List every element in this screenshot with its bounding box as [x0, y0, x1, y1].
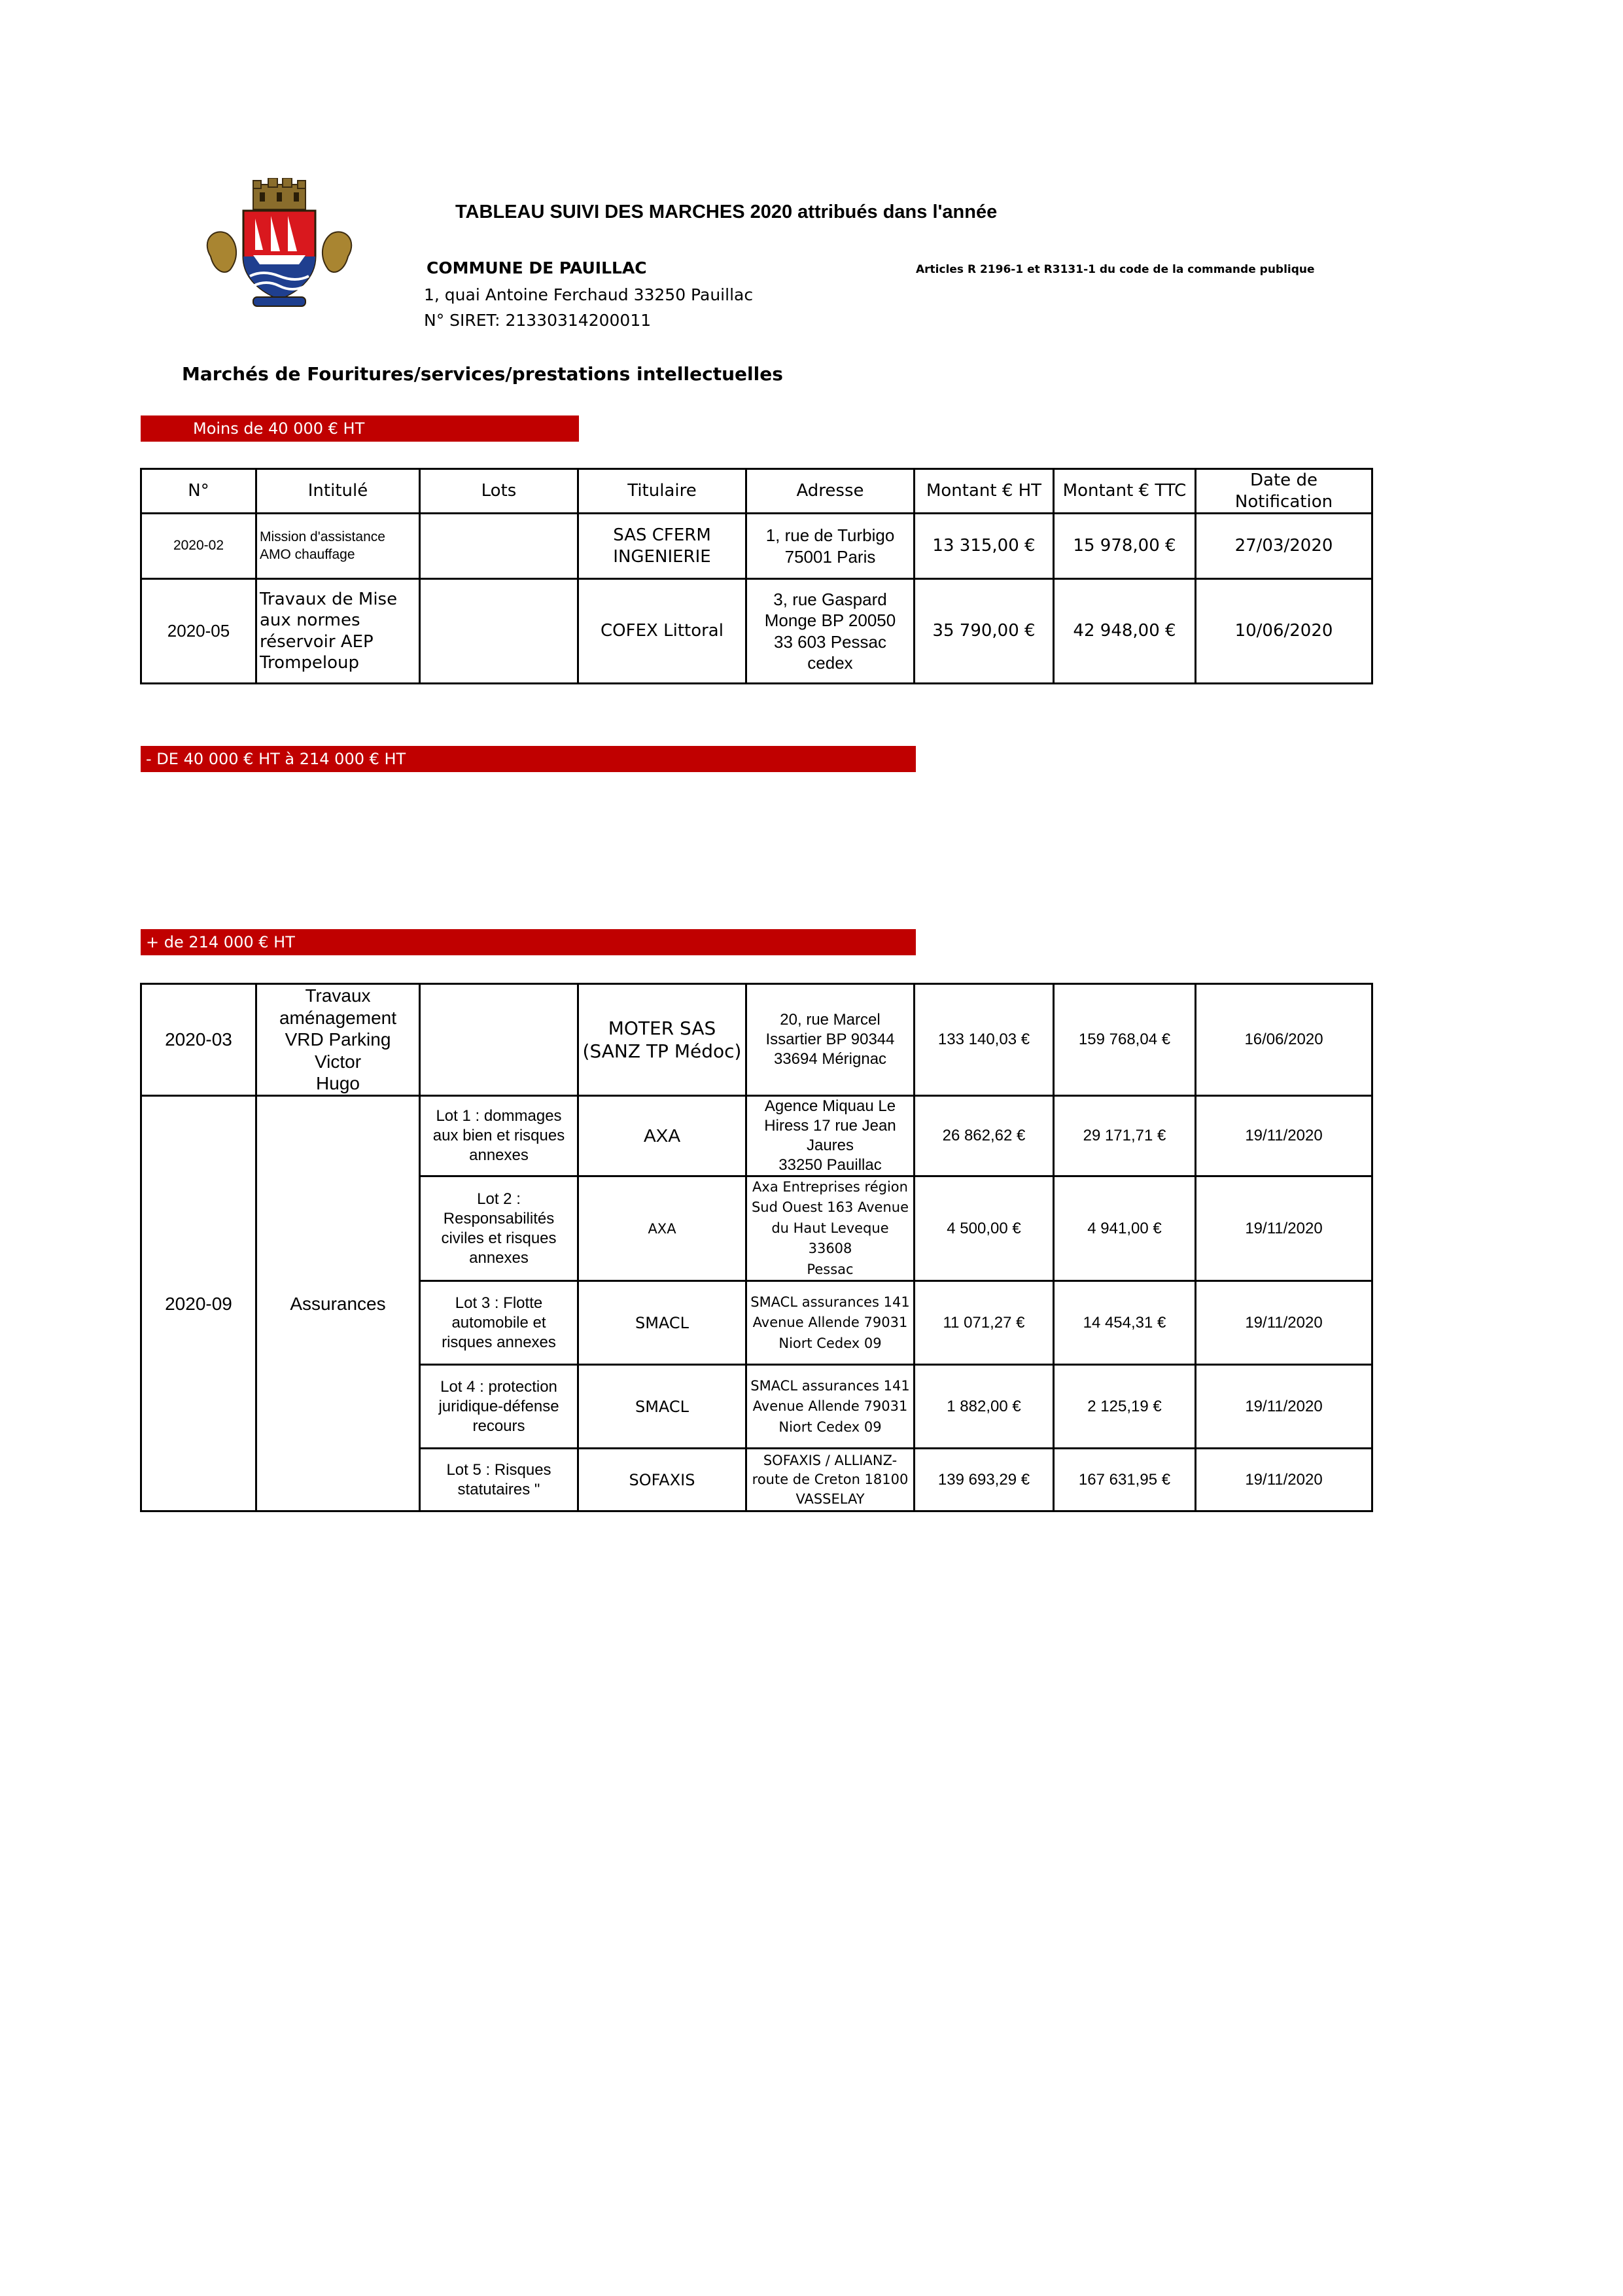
- lot-line: aux bien et risques: [432, 1126, 565, 1144]
- lot-montant-ttc: 4 941,00 €: [1054, 1176, 1196, 1281]
- adresse-line: 33250 Pauillac: [778, 1156, 882, 1174]
- intitule-line: Travaux: [305, 985, 371, 1006]
- intitule-line: Hugo: [316, 1073, 360, 1094]
- lot-titulaire: AXA: [578, 1095, 746, 1176]
- lot-montant-ttc: 2 125,19 €: [1054, 1365, 1196, 1449]
- lot-titulaire: AXA: [578, 1176, 746, 1281]
- lot-montant-ht: 1 882,00 €: [915, 1365, 1054, 1449]
- intitule-line: aménagement: [279, 1007, 396, 1028]
- row-titulaire: [578, 984, 746, 1096]
- lot-adresse: [746, 1365, 915, 1449]
- intitule-line: Travaux de Mise: [260, 589, 398, 609]
- adresse-line: Monge BP 20050: [764, 610, 896, 630]
- markets-table-under-40k: [140, 468, 1373, 684]
- row-num: 2020-02: [141, 514, 256, 579]
- pauillac-coat-of-arms-icon: [198, 178, 361, 309]
- table-row: [141, 1095, 1372, 1176]
- adresse-line: Hiress 17 rue Jean: [764, 1116, 896, 1135]
- lot-titulaire: SMACL: [578, 1365, 746, 1449]
- row-lots: [420, 514, 578, 579]
- adresse-line: 75001 Paris: [784, 546, 876, 567]
- table-header-row: [141, 469, 1372, 514]
- adresse-line: du Haut Leveque 33608: [771, 1220, 889, 1257]
- adresse-line: 3, rue Gaspard: [773, 589, 887, 609]
- lot-line: annexes: [469, 1146, 529, 1164]
- row-date: 27/03/2020: [1196, 514, 1372, 579]
- row-date: 10/06/2020: [1196, 579, 1372, 684]
- commune-name: COMMUNE DE PAUILLAC: [427, 258, 647, 277]
- row-intitule: [256, 579, 420, 684]
- header-intitule: Intitulé: [256, 469, 420, 514]
- lot-label: [420, 1449, 578, 1511]
- row-montant-ttc: 159 768,04 €: [1054, 984, 1196, 1096]
- lot-label: [420, 1281, 578, 1365]
- row-adresse: [746, 579, 915, 684]
- lot-line: automobile et: [451, 1313, 546, 1332]
- adresse-line: SMACL assurances 141: [750, 1377, 910, 1394]
- header-montant-ht: Montant € HT: [915, 469, 1054, 514]
- lot-adresse: [746, 1281, 915, 1365]
- assurances-intitule: Assurances: [256, 1095, 420, 1511]
- table-row: [141, 579, 1372, 684]
- lot-date: 19/11/2020: [1196, 1365, 1372, 1449]
- lot-date: 19/11/2020: [1196, 1281, 1372, 1365]
- band-40k-to-214k: - DE 40 000 € HT à 214 000 € HT: [141, 746, 916, 772]
- adresse-line: Avenue Allende 79031: [752, 1315, 908, 1331]
- intitule-line: Trompeloup: [260, 653, 360, 673]
- row-montant-ttc: 15 978,00 €: [1054, 514, 1196, 579]
- adresse-line: Sud Ouest 163 Avenue: [751, 1199, 909, 1216]
- lot-montant-ttc: 29 171,71 €: [1054, 1095, 1196, 1176]
- table-row: [141, 984, 1372, 1096]
- row-adresse: [746, 984, 915, 1096]
- titulaire-line: COFEX Littoral: [601, 621, 724, 641]
- lot-montant-ht: 4 500,00 €: [915, 1176, 1054, 1281]
- lot-line: Lot 3 : Flotte: [455, 1294, 543, 1312]
- commune-siret: N° SIRET: 21330314200011: [424, 311, 652, 330]
- lot-label: [420, 1095, 578, 1176]
- header-montant-ttc: Montant € TTC: [1054, 469, 1196, 514]
- adresse-line: VASSELAY: [795, 1491, 865, 1507]
- row-intitule: [256, 984, 420, 1096]
- row-titulaire: [578, 579, 746, 684]
- adresse-line: SOFAXIS / ALLIANZ-: [763, 1452, 898, 1468]
- row-intitule: [256, 514, 420, 579]
- lot-line: civiles et risques: [441, 1229, 557, 1247]
- lot-montant-ttc: 14 454,31 €: [1054, 1281, 1196, 1365]
- lot-line: Lot 5 : Risques: [446, 1460, 551, 1479]
- commune-address: 1, quai Antoine Ferchaud 33250 Pauillac: [424, 285, 754, 304]
- legal-articles: Articles R 2196-1 et R3131-1 du code de la commande publique: [916, 263, 1315, 276]
- header-num: N°: [141, 469, 256, 514]
- lot-adresse: [746, 1449, 915, 1511]
- row-lots: [420, 984, 578, 1096]
- intitule-line: AMO chauffage: [260, 546, 355, 562]
- lot-date: 19/11/2020: [1196, 1095, 1372, 1176]
- lot-adresse: [746, 1095, 915, 1176]
- adresse-line: cedex: [807, 653, 853, 673]
- adresse-line: Niort Cedex 09: [778, 1419, 882, 1435]
- adresse-line: 33 603 Pessac: [773, 631, 886, 652]
- band-over-214k: + de 214 000 € HT: [141, 929, 916, 955]
- lot-date: 19/11/2020: [1196, 1449, 1372, 1511]
- row-num: 2020-05: [141, 579, 256, 684]
- adresse-line: SMACL assurances 141: [750, 1294, 910, 1310]
- row-montant-ht: 35 790,00 €: [915, 579, 1054, 684]
- row-lots: [420, 579, 578, 684]
- adresse-line: 20, rue Marcel: [780, 1010, 881, 1029]
- lot-line: Lot 2 :: [477, 1190, 521, 1208]
- adresse-line: Avenue Allende 79031: [752, 1398, 908, 1415]
- intitule-line: Mission d'assistance: [260, 529, 385, 545]
- lot-line: Lot 4 : protection: [440, 1377, 557, 1396]
- adresse-line: 1, rue de Turbigo: [765, 525, 895, 545]
- markets-table-over-214k: [140, 983, 1373, 1512]
- intitule-line: VRD Parking Victor: [285, 1029, 391, 1072]
- lot-titulaire: SMACL: [578, 1281, 746, 1365]
- adresse-line: Pessac: [807, 1261, 854, 1277]
- adresse-line: Niort Cedex 09: [778, 1335, 882, 1351]
- titulaire-line: MOTER SAS: [608, 1017, 716, 1039]
- header-adresse: Adresse: [746, 469, 915, 514]
- lot-line: risques annexes: [442, 1333, 556, 1351]
- row-adresse: [746, 514, 915, 579]
- band-under-40k: Moins de 40 000 € HT: [141, 415, 579, 442]
- row-montant-ht: 13 315,00 €: [915, 514, 1054, 579]
- row-date: 16/06/2020: [1196, 984, 1372, 1096]
- lot-adresse: [746, 1176, 915, 1281]
- lot-montant-ht: 11 071,27 €: [915, 1281, 1054, 1365]
- adresse-line: Agence Miquau Le: [764, 1097, 896, 1115]
- adresse-line: route de Creton 18100: [752, 1472, 909, 1488]
- lot-montant-ht: 139 693,29 €: [915, 1449, 1054, 1511]
- lot-line: Lot 1 : dommages: [436, 1106, 562, 1125]
- lot-date: 19/11/2020: [1196, 1176, 1372, 1281]
- adresse-line: Axa Entreprises région: [752, 1178, 908, 1195]
- header-lots: Lots: [420, 469, 578, 514]
- document-title: TABLEAU SUIVI DES MARCHES 2020 attribués dans l'année: [455, 202, 998, 222]
- adresse-line: 33694 Mérignac: [773, 1050, 887, 1068]
- adresse-line: Issartier BP 90344: [765, 1030, 895, 1048]
- table-row: [141, 514, 1372, 579]
- row-titulaire: [578, 514, 746, 579]
- lot-line: recours: [472, 1417, 525, 1435]
- lot-line: Responsabilités: [443, 1209, 555, 1227]
- lot-montant-ttc: 167 631,95 €: [1054, 1449, 1196, 1511]
- lot-line: annexes: [469, 1248, 529, 1267]
- row-num: 2020-03: [141, 984, 256, 1096]
- header-date-notification: Date de Notification: [1196, 469, 1372, 514]
- lot-label: [420, 1365, 578, 1449]
- lot-line: juridique-défense: [438, 1397, 559, 1415]
- intitule-line: réservoir AEP: [260, 631, 374, 652]
- titulaire-line: INGENIERIE: [613, 546, 711, 567]
- row-montant-ht: 133 140,03 €: [915, 984, 1054, 1096]
- titulaire-line: SAS CFERM: [613, 525, 711, 545]
- row-montant-ttc: 42 948,00 €: [1054, 579, 1196, 684]
- header-titulaire: Titulaire: [578, 469, 746, 514]
- assurances-num: 2020-09: [141, 1095, 256, 1511]
- lot-label: [420, 1176, 578, 1281]
- lot-line: statutaires ": [457, 1480, 540, 1498]
- section-title: Marchés de Fouritures/services/prestations intellectuelles: [182, 363, 783, 385]
- adresse-line: Jaures: [806, 1136, 854, 1154]
- intitule-line: aux normes: [260, 610, 360, 630]
- lot-montant-ht: 26 862,62 €: [915, 1095, 1054, 1176]
- lot-titulaire: SOFAXIS: [578, 1449, 746, 1511]
- titulaire-line: (SANZ TP Médoc): [582, 1040, 742, 1062]
